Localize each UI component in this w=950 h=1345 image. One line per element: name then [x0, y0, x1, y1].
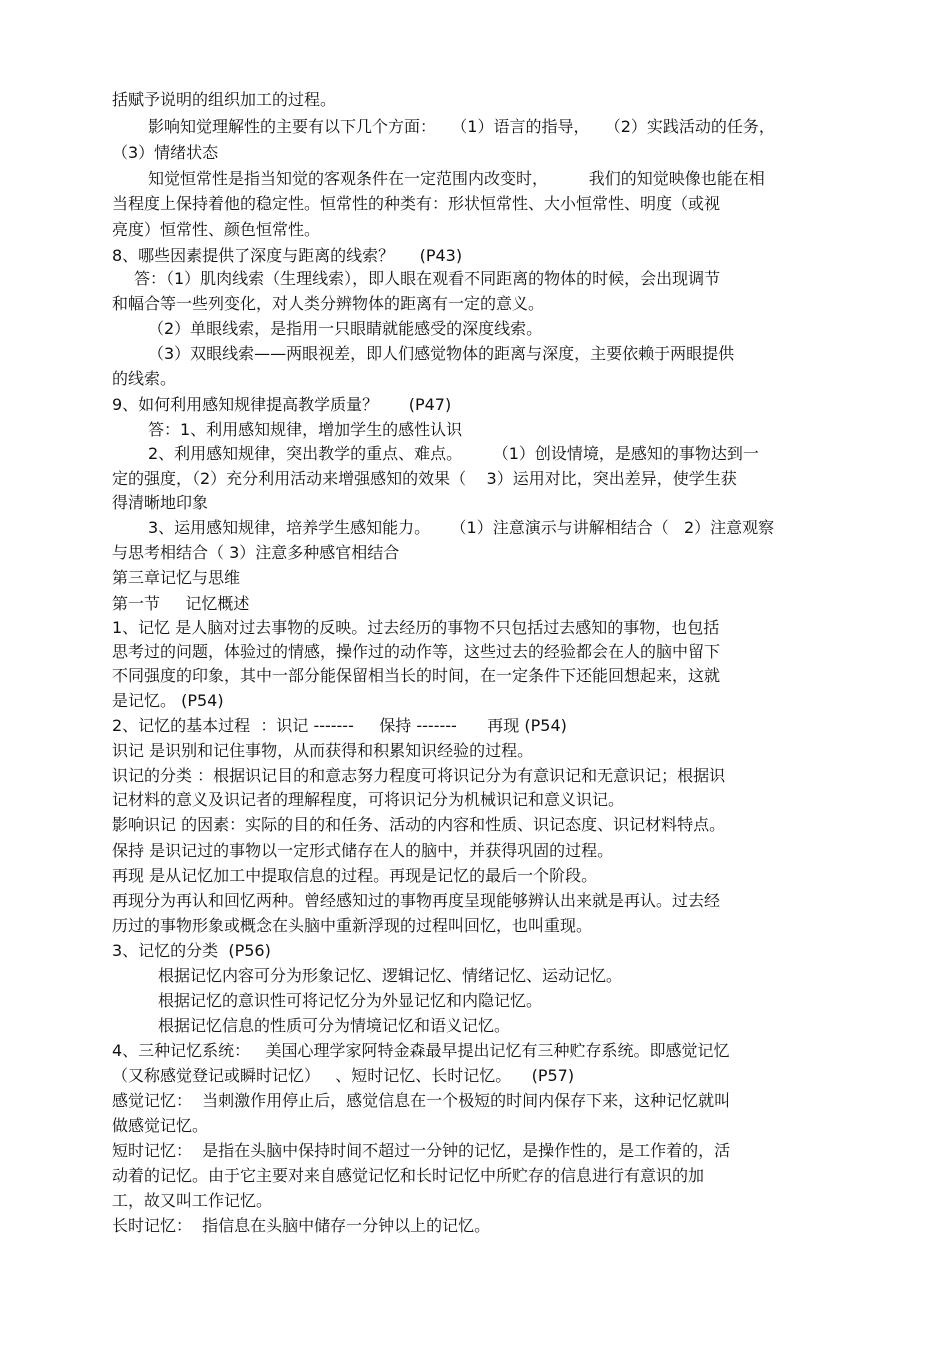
text-line: 短时记忆： 是指在头脑中保持时间不超过一分钟的记忆，是操作性的，是工作着的，活 — [112, 1141, 731, 1160]
text-line: 识记 是识别和记住事物，从而获得和积累知识经验的过程。 — [112, 741, 534, 760]
text-line: 当程度上保持着他的稳定性。恒常性的种类有：形状恒常性、大小恒常性、明度（或视 — [112, 194, 721, 213]
text-line: （又称感觉登记或瞬时记忆） 、短时记忆、长时记忆。 (P57) — [112, 1066, 575, 1085]
text-line: 动着的记忆。由于它主要对来自感觉记忆和长时记忆中所贮存的信息进行有意识的加 — [112, 1166, 705, 1185]
text-line: 的线索。 — [112, 369, 177, 388]
text-line: 思考过的问题，体验过的情感，操作过的动作等，这些过去的经验都会在人的脑中留下 — [112, 642, 721, 661]
text-line: 3、运用感知规律，培养学生感知能力。 （1）注意演示与讲解相结合（ 2）注意观察 — [148, 518, 775, 537]
text-line: 记材料的意义及识记者的理解程度，可将识记分为机械识记和意义识记。 — [112, 790, 625, 809]
text-line: 2、利用感知规律，突出教学的重点、难点。 （1）创设情境，是感知的事物达到一 — [148, 444, 759, 463]
text-line: 与思考相结合（ 3）注意多种感官相结合 — [112, 543, 400, 562]
text-line: 定的强度，（2）充分利用活动来增强感知的效果（ 3）运用对比，突出差异，使学生获 — [112, 469, 737, 488]
text-line: 长时记忆： 指信息在头脑中储存一分钟以上的记忆。 — [112, 1216, 491, 1235]
text-line: 亮度）恒常性、颜色恒常性。 — [112, 220, 321, 239]
text-line: （3）情绪状态 — [112, 143, 219, 162]
text-line: 历过的事物形象或概念在头脑中重新浮现的过程叫回忆，也叫重现。 — [112, 916, 593, 935]
text-line: 工，故又叫工作记忆。 — [112, 1191, 273, 1210]
section-heading: 8、哪些因素提供了深度与距离的线索？ (P43) — [112, 246, 463, 265]
text-line: 答：（1）肌肉线索（生理线索），即人眼在观看不同距离的物体的时候，会出现调节 — [134, 269, 721, 288]
text-line: 做感觉记忆。 — [112, 1116, 209, 1135]
text-line: 得清晰地印象 — [112, 493, 209, 512]
text-line: 根据记忆内容可分为形象记忆、逻辑记忆、情绪记忆、运动记忆。 — [158, 966, 623, 985]
text-line: 答：1、利用感知规律，增加学生的感性认识 — [148, 420, 463, 439]
text-line: 3、记忆的分类 (P56) — [112, 941, 271, 960]
text-line: 感觉记忆： 当刺激作用停止后，感觉信息在一个极短的时间内保存下来，这种记忆就叫 — [112, 1091, 731, 1110]
text-line: （2）单眼线索，是指用一只眼睛就能感受的深度线索。 — [148, 319, 543, 338]
text-line: 4、三种记忆系统： 美国心理学家阿特金森最早提出记忆有三种贮存系统。即感觉记忆 — [112, 1041, 730, 1060]
text-line: 2、记忆的基本过程 ：识记 ------- 保持 ------- 再现 (P54) — [112, 716, 567, 735]
text-line: 根据记忆的意识性可将记忆分为外显记忆和内隐记忆。 — [158, 991, 543, 1010]
text-line: 不同强度的印象，其中一部分能保留相当长的时间，在一定条件下还能回想起来，这就 — [112, 666, 721, 685]
section-heading: 9、如何利用感知规律提高教学质量？ (P47) — [112, 395, 452, 414]
text-line: 1、记忆 是人脑对过去事物的反映。过去经历的事物不只包括过去感知的事物，也包括 — [112, 618, 720, 637]
text-line: （3）双眼线索——两眼视差，即人们感觉物体的距离与深度，主要依赖于两眼提供 — [148, 344, 735, 363]
text-line: 识记的分类 ：根据识记目的和意志努力程度可将识记分为有意识记和无意识记；根据识 — [112, 766, 726, 785]
text-line: 括赋予说明的组织加工的过程。 — [112, 90, 337, 109]
text-line: 根据记忆信息的性质可分为情境记忆和语义记忆。 — [158, 1016, 511, 1035]
text-line: 影响知觉理解性的主要有以下几个方面： （1）语言的指导， （2）实践活动的任务， — [148, 117, 775, 136]
text-line: 影响识记 的因素：实际的目的和任务、活动的内容和性质、识记态度、识记材料特点。 — [112, 815, 726, 834]
text-line: 保持 是识记过的事物以一定形式储存在人的脑中，并获得巩固的过程。 — [112, 841, 614, 860]
text-line: 和幅合等一些列变化，对人类分辨物体的距离有一定的意义。 — [112, 294, 545, 313]
text-line: 再现分为再认和回忆两种。曾经感知过的事物再度呈现能够辨认出来就是再认。过去经 — [112, 891, 721, 910]
text-line: 是记忆。 (P54) — [112, 691, 224, 710]
text-line: 知觉恒常性是指当知觉的客观条件在一定范围内改变时， 我们的知觉映像也能在相 — [148, 169, 765, 188]
chapter-heading: 第三章记忆与思维 — [112, 568, 241, 587]
text-line: 再现 是从记忆加工中提取信息的过程。再现是记忆的最后一个阶段。 — [112, 866, 598, 885]
section-heading: 第一节 记忆概述 — [112, 594, 250, 613]
